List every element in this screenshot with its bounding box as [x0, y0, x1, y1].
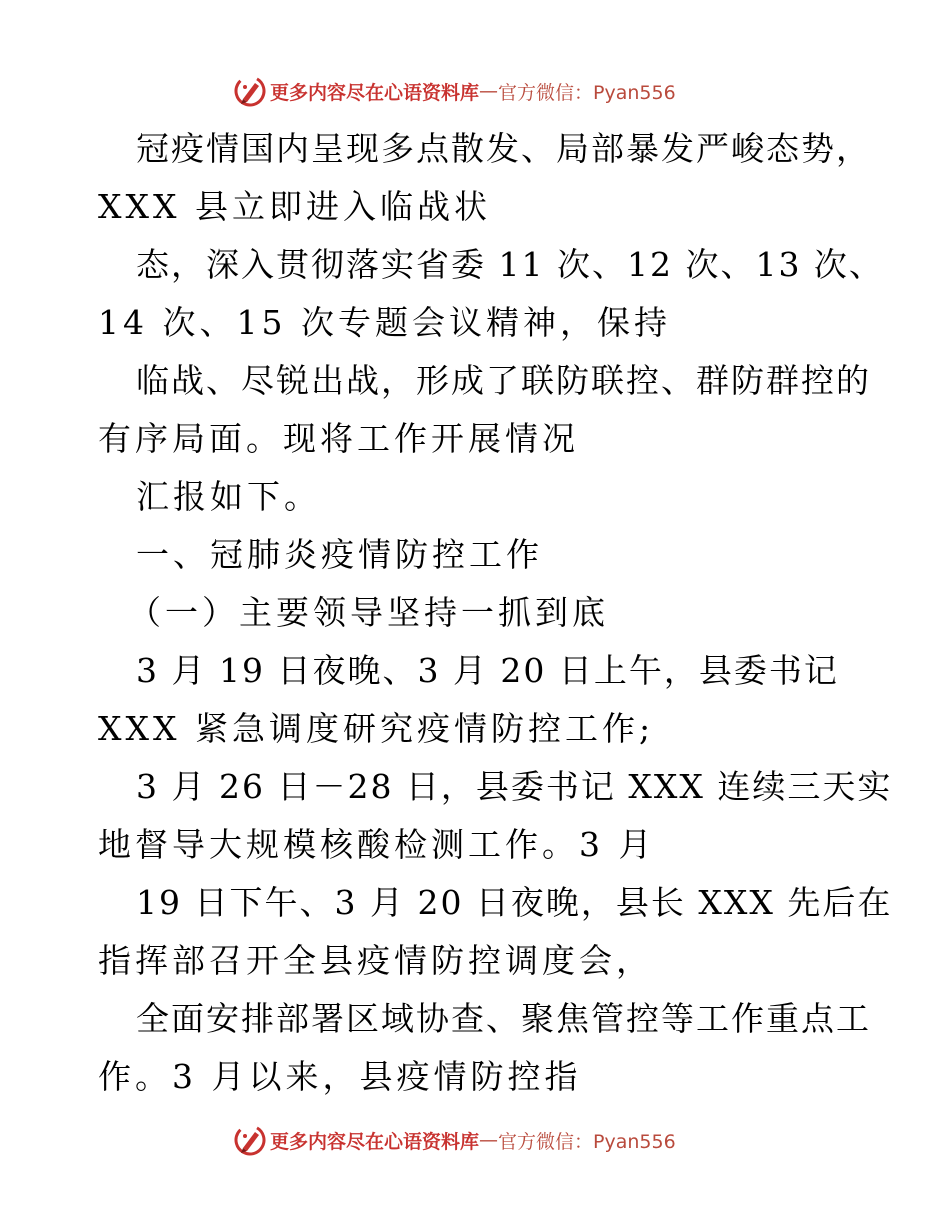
text-line: 3 月 19 日夜晚、3 月 20 日上午，县委书记	[136, 651, 839, 690]
text-line: 临战、尽锐出战，形成了联防联控、群防群控的	[136, 361, 871, 400]
pen-logo-icon	[233, 74, 267, 108]
section-heading: 一、冠肺炎疫情防控工作	[136, 535, 543, 574]
watermark-contact: 官方微信：Pyan556	[498, 81, 676, 104]
watermark-separator: —	[479, 80, 499, 102]
text-line: 地督导大规模核酸检测工作。3 月	[98, 825, 656, 864]
pen-logo-icon	[233, 1123, 267, 1157]
text-line: 3 月 26 日－28 日，县委书记 XXX 连续三天实	[136, 767, 893, 806]
text-line: 19 日下午、3 月 20 日夜晚，县长 XXX 先后在	[136, 883, 893, 922]
text-line: 汇报如下。	[136, 477, 321, 516]
text-line: 14 次、15 次专题会议精神，保持	[98, 303, 671, 342]
header-watermark	[233, 73, 713, 109]
text-line: 全面安排部署区域协查、聚焦管控等工作重点工	[136, 999, 871, 1038]
subsection-heading: （一）主要领导坚持一抓到底	[128, 593, 609, 632]
text-line: 作。3 月以来，县疫情防控指	[98, 1057, 582, 1096]
text-line: 指挥部召开全县疫情防控调度会，	[98, 941, 653, 980]
watermark-contact: 官方微信：Pyan556	[498, 1130, 676, 1153]
text-line: 有序局面。现将工作开展情况	[98, 419, 579, 458]
watermark-site-text: 更多内容尽在心语资料库	[270, 1130, 480, 1153]
text-line: 态，深入贯彻落实省委 11 次、12 次、13 次、	[136, 245, 884, 284]
watermark-separator: —	[479, 1129, 499, 1151]
text-line: XXX 县立即进入临战状	[98, 187, 491, 226]
footer-watermark	[233, 1122, 713, 1158]
text-line: XXX 紧急调度研究疫情防控工作;	[98, 709, 655, 748]
watermark-site-text: 更多内容尽在心语资料库	[270, 81, 480, 104]
text-line: 冠疫情国内呈现多点散发、局部暴发严峻态势，	[136, 129, 871, 168]
